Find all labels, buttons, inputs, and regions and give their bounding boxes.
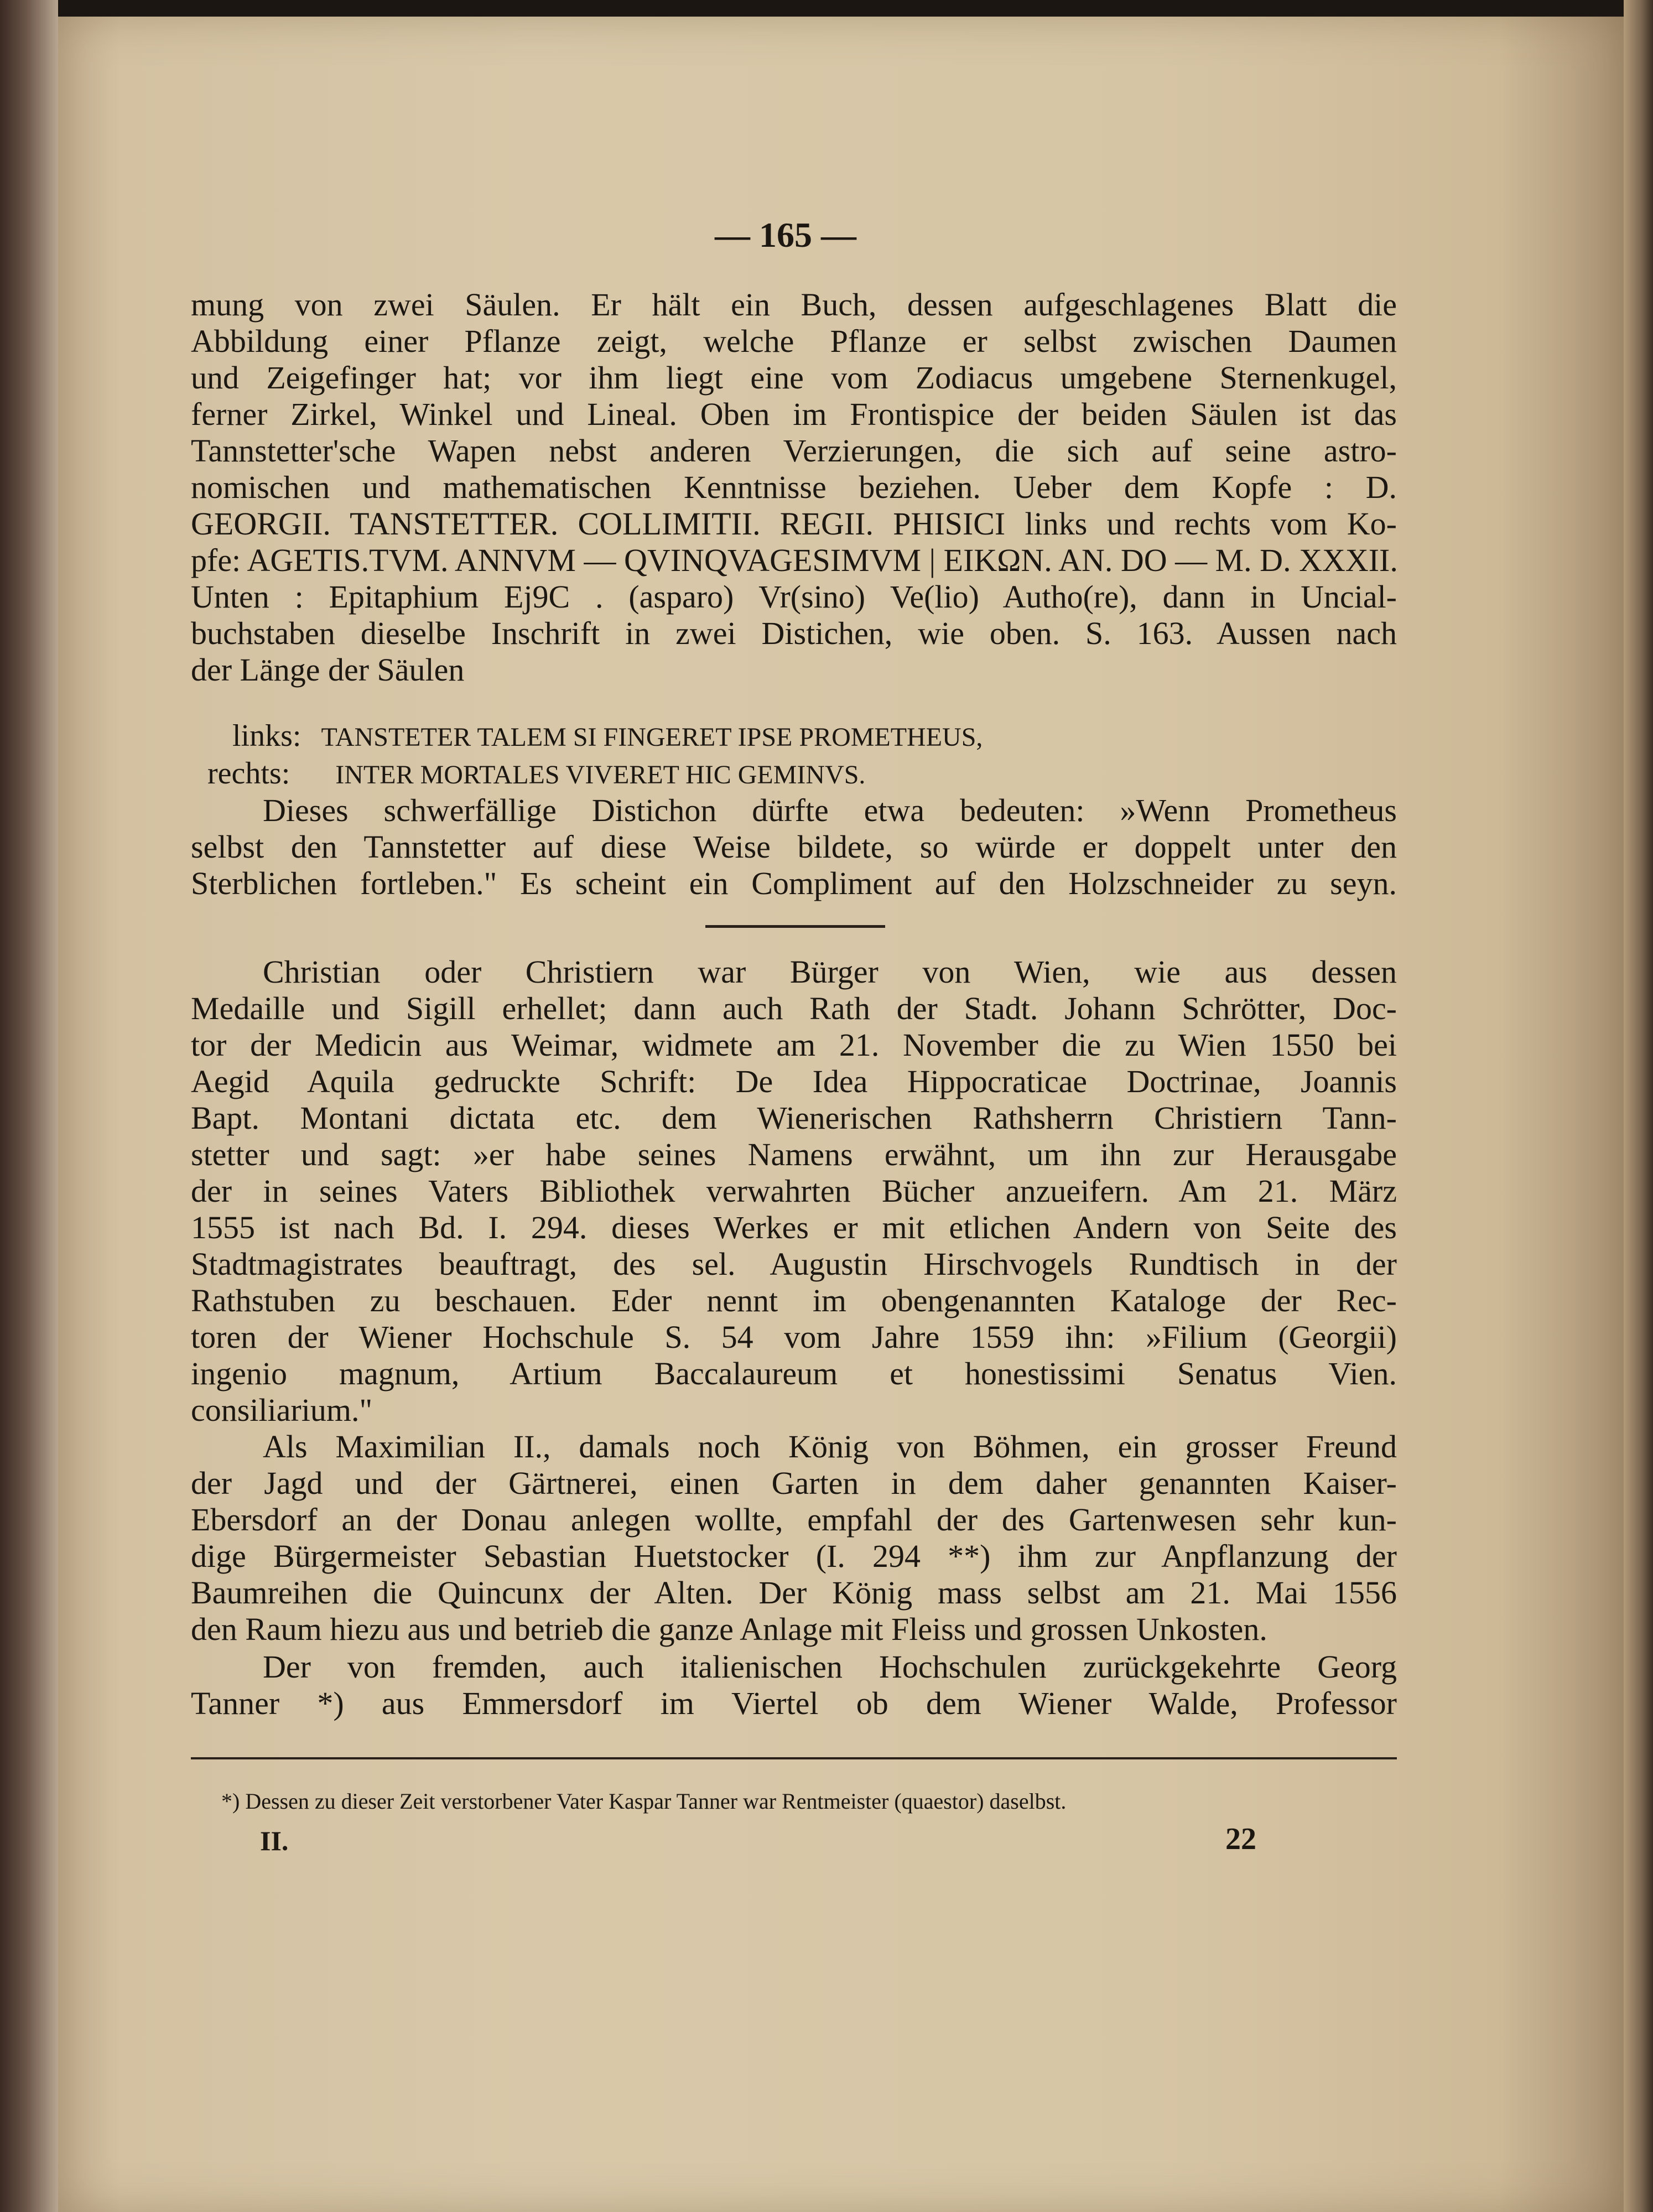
text-line: buchstaben dieselbe Inschrift in zwei Distichen, wie oben. S. 163. Aussen nach — [191, 615, 1397, 651]
footnote: *) Dessen zu dieser Zeit verstorbener Vater Kaspar Tanner war Rentmeister (quaestor) daselbst. — [221, 1789, 1067, 1814]
text-line: ingenio magnum, Artium Baccalaureum et honestissimi Senatus Vien. — [191, 1356, 1397, 1391]
text-line: toren der Wiener Hochschule S. 54 vom Jahre 1559 ihn: »Filium (Georgii) — [191, 1319, 1397, 1355]
paragraph-1 — [191, 287, 1397, 688]
text-line: Bapt. Montani dictata etc. dem Wienerischen Rathsherrn Christiern Tann- — [191, 1100, 1397, 1136]
text-line: selbst den Tannstetter auf diese Weise bildete, so würde er doppelt unter den — [191, 829, 1397, 865]
text-line: Rathstuben zu beschauen. Eder nennt im obengenannten Kataloge der Rec- — [191, 1282, 1397, 1318]
text-line: Ebersdorf an der Donau anlegen wollte, empfahl der des Gartenwesen sehr kun- — [191, 1502, 1397, 1538]
text-line: mung von zwei Säulen. Er hält ein Buch, dessen aufgeschlagenes Blatt die — [191, 287, 1397, 323]
binding-edge — [0, 0, 58, 2212]
text-line: Medaille und Sigill erhellet; dann auch Rath der Stadt. Johann Schrötter, Doc- — [191, 990, 1397, 1026]
text-line: und Zeigefinger hat; vor ihm liegt eine vom Zodiacus umgebene Sternenkugel, — [191, 360, 1397, 396]
text-line: Stadtmagistrates beauftragt, des sel. Augustin Hirschvogels Rundtisch in der — [191, 1246, 1397, 1282]
page-edge — [1624, 0, 1653, 2212]
text-line: Unten : Epitaphium Ej9C . (asparo) Vr(sino) Ve(lio) Autho(re), dann in Uncial- — [191, 579, 1397, 615]
inscription-rechts — [207, 756, 865, 791]
text-line: stetter und sagt: »er habe seines Namens erwähnt, um ihn zur Herausgabe — [191, 1136, 1397, 1172]
paragraph-5 — [191, 1649, 1397, 1722]
text-line: der in seines Vaters Bibliothek verwahrten Bücher anzueifern. Am 21. März — [191, 1173, 1397, 1209]
text-line: Sterblichen fortleben." Es scheint ein Compliment auf den Holzschneider zu seyn. — [191, 865, 1397, 901]
text-line: der Länge der Säulen — [191, 652, 465, 688]
inscription-rechts-label: rechts: — [207, 756, 290, 791]
text-line: Aegid Aquila gedruckte Schrift: De Idea Hippocraticae Doctrinae, Joannis — [191, 1063, 1397, 1099]
text-line: Abbildung einer Pflanze zeigt, welche Pflanze er selbst zwischen Daumen — [191, 323, 1397, 359]
text-line: tor der Medicin aus Weimar, widmete am 21. November die zu Wien 1550 bei — [191, 1027, 1397, 1063]
signature-mark: II. — [260, 1825, 289, 1856]
text-line: den Raum hiezu aus und betrieb die ganze Anlage mit Fleiss und grossen Unkosten. — [191, 1611, 1267, 1647]
text-line: Der von fremden, auch italienischen Hochschulen zurückgekehrte Georg — [263, 1649, 1397, 1685]
text-line: Christian oder Christiern war Bürger von Wien, wie aus dessen — [263, 954, 1397, 990]
paragraph-4 — [191, 1429, 1397, 1648]
text-line: pfe: AGETIS.TVM. ANNVM — QVINQVAGESIMVM | EIKΩN. AN. DO — M. D. XXXII. — [191, 542, 1398, 578]
inscription-links-label: links: — [232, 719, 302, 753]
text-line: Tanner *) aus Emmersdorf im Viertel ob dem Wiener Walde, Professor — [191, 1685, 1397, 1721]
text-line: Als Maximilian II., damals noch König von Böhmen, ein grosser Freund — [263, 1429, 1397, 1465]
inscription-links — [232, 718, 983, 754]
footnote-rule — [191, 1757, 1397, 1759]
section-divider — [705, 925, 885, 928]
inscription-links-text: TANSTETER TALEM SI FINGERET IPSE PROMETHEUS, — [321, 723, 983, 752]
text-line: nomischen und mathematischen Kenntnisse beziehen. Ueber dem Kopfe : D. — [191, 469, 1397, 505]
paragraph-3 — [191, 954, 1397, 1429]
text-line: 1555 ist nach Bd. I. 294. dieses Werkes er mit etlichen Andern von Seite des — [191, 1209, 1397, 1245]
page-header-number: — 165 — — [715, 215, 856, 255]
text-line: der Jagd und der Gärtnerei, einen Garten in dem daher genannten Kaiser- — [191, 1465, 1397, 1501]
text-line: consiliarium." — [191, 1392, 373, 1428]
text-line: Tannstetter'sche Wapen nebst anderen Verzierungen, die sich auf seine astro- — [191, 433, 1397, 469]
text-line: ferner Zirkel, Winkel und Lineal. Oben im Frontispice der beiden Säulen ist das — [191, 396, 1397, 432]
text-line: Dieses schwerfällige Distichon dürfte etwa bedeuten: »Wenn Prometheus — [263, 792, 1397, 828]
text-line: Baumreihen die Quincunx der Alten. Der König mass selbst am 21. Mai 1556 — [191, 1575, 1397, 1611]
inscription-rechts-text: INTER MORTALES VIVERET HIC GEMINVS. — [335, 760, 866, 790]
text-line: GEORGII. TANSTETTER. COLLIMITII. REGII. PHISICI links und rechts vom Ko- — [191, 506, 1397, 542]
sheet-number: 22 — [1225, 1822, 1256, 1856]
text-line: dige Bürgermeister Sebastian Huetstocker (I. 294 **) ihm zur Anpflanzung der — [191, 1538, 1397, 1574]
paragraph-2 — [191, 792, 1397, 902]
